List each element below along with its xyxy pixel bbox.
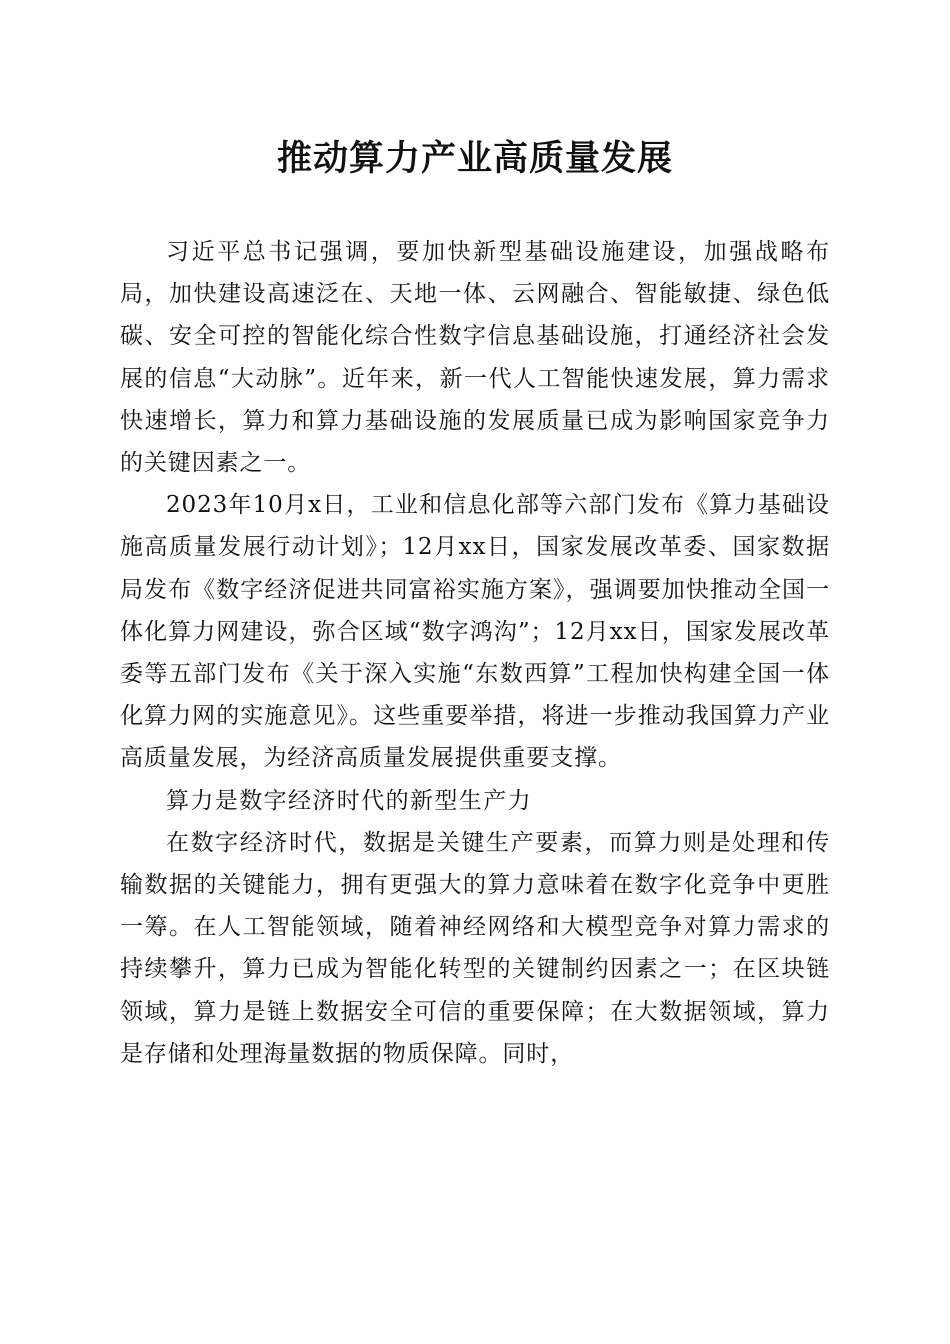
section-heading: 算力是数字经济时代的新型生产力 xyxy=(166,787,532,814)
document-title: 推动算力产业高质量发展 xyxy=(276,138,673,179)
paragraph-policy: 2023年10月x日，工业和信息化部等六部门发布《算力基础设施高质量发展行动计划》；12月xx日，国家发展改革委、国家数据局发布《数字经济促进共同富裕实施方案》，强调要加快推动全国一体化算力网建设，弥合区域“数字鸿沟”；12月xx日，国家发展改革委等五部门发布《关于深入实施“东数西算”工程加快构建全国一体化算力网的实施意见》。这些重要举措，将进一步推动我国算力产业高质量发展，为经济高质量发展提供重要支撑。 xyxy=(120,492,830,772)
document-body xyxy=(120,231,830,1075)
paragraph-digital-economy: 在数字经济时代，数据是关键生产要素，而算力则是处理和传输数据的关键能力，拥有更强大的算力意味着在数字化竞争中更胜一筹。在人工智能领域，随着神经网络和大模型竞争对算力需求的持续攀升，算力已成为智能化转型的关键制约因素之一；在区块链领域，算力是链上数据安全可信的重要保障；在大数据领域，算力是存储和处理海量数据的物质保障。同时， xyxy=(120,829,830,1067)
paragraph-intro: 习近平总书记强调，要加快新型基础设施建设，加强战略布局，加快建设高速泛在、天地一体、云网融合、智能敏捷、绿色低碳、安全可控的智能化综合性数字信息基础设施，打通经济社会发展的信息“大动脉”。近年来，新一代人工智能快速发展，算力需求快速增长，算力和算力基础设施的发展质量已成为影响国家竞争力的关键因素之一。 xyxy=(120,239,830,477)
